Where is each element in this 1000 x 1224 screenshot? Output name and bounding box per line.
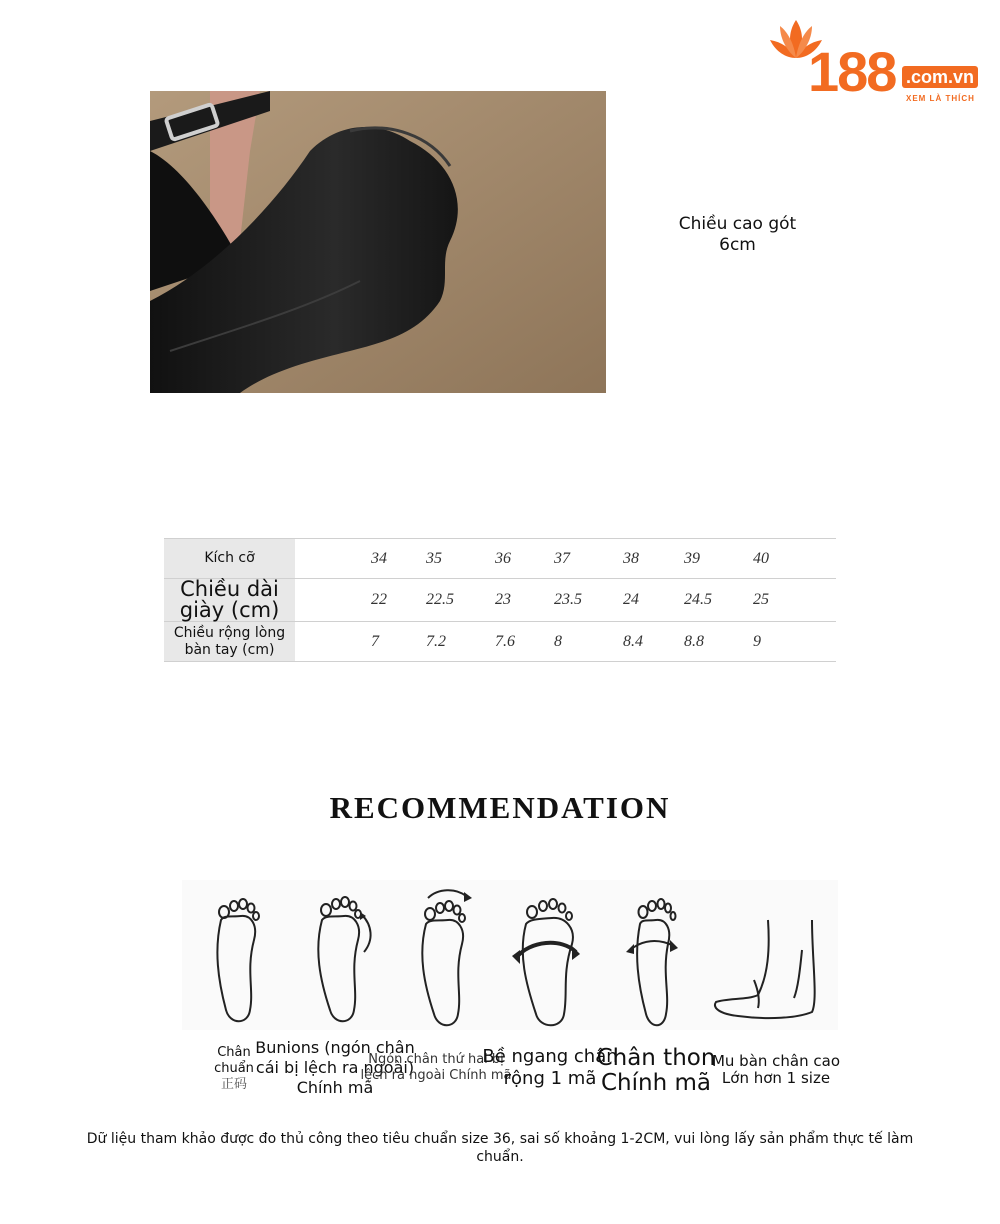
width-cell: 9: [753, 622, 836, 662]
wide-foot-icon: [510, 880, 590, 1030]
size-cell: 36: [495, 539, 554, 579]
length-cell: 23.5: [554, 579, 623, 622]
foot-label-second-toe: Ngón chân thứ hai bị lệch ra ngoài Chính mã: [360, 1052, 512, 1083]
product-photo: [150, 91, 606, 393]
foot-illustrations: [182, 880, 838, 1030]
foot-label-sub: 正码: [220, 1077, 247, 1092]
length-cell: 23: [495, 579, 554, 622]
width-cell: 7.2: [426, 622, 495, 662]
logo-domain: .com.vn: [902, 66, 978, 88]
logo-tagline: XEM LÀ THÍCH: [906, 94, 975, 103]
length-cell: 22: [371, 579, 426, 622]
length-row: [164, 579, 836, 622]
width-row: [164, 622, 836, 662]
brand-logo[interactable]: [766, 18, 992, 108]
standard-foot-icon: [196, 880, 276, 1030]
width-cell: 8: [554, 622, 623, 662]
size-cell: 35: [426, 539, 495, 579]
size-row: [164, 539, 836, 579]
length-row-header: Chiều dài giày (cm): [164, 579, 295, 622]
foot-label-high-instep: Mu bàn chân cao Lớn hơn 1 size: [711, 1052, 841, 1087]
length-cell: 24: [623, 579, 684, 622]
heel-height-value: 6cm: [719, 235, 756, 255]
recommendation-title: RECOMMENDATION: [329, 790, 671, 825]
length-cell: 25: [753, 579, 836, 622]
size-cell: 38: [623, 539, 684, 579]
heel-height-title: Chiều cao gót: [678, 214, 797, 234]
length-cell: 24.5: [684, 579, 753, 622]
size-cell: 37: [554, 539, 623, 579]
size-row-header: Kích cỡ: [164, 539, 295, 579]
width-row-header: Chiều rộng lòng bàn tay (cm): [164, 622, 295, 662]
foot-label-wide: Bề ngang chân rộng 1 mã: [482, 1046, 618, 1089]
logo-number: 188: [808, 40, 896, 103]
width-cell: 8.8: [684, 622, 753, 662]
heel-height-label: [660, 214, 815, 256]
foot-label-text: Chân chuẩn: [214, 1045, 254, 1076]
size-cell: 34: [371, 539, 426, 579]
width-cell: 7.6: [495, 622, 554, 662]
size-cell: 39: [684, 539, 753, 579]
size-cell: 40: [753, 539, 836, 579]
foot-label-slim: Chân thon Chính mã: [596, 1045, 716, 1096]
slim-foot-icon: [616, 880, 696, 1030]
second-toe-foot-icon: [406, 880, 486, 1030]
high-instep-foot-icon: [708, 880, 838, 1030]
footnote: Dữ liệu tham khảo được đo thủ công theo tiêu chuẩn size 36, sai số khoảng 1-2CM, vui lòng lấy sản phẩm thực tế làm chuẩn.: [86, 1131, 914, 1165]
width-cell: 8.4: [623, 622, 684, 662]
width-cell: 7: [371, 622, 426, 662]
size-table: [164, 538, 836, 662]
bunion-foot-icon: [302, 880, 382, 1030]
foot-label-bunion: Bunions (ngón chân cái bị lệch ra ngoài) Chính mã: [255, 1038, 415, 1097]
length-cell: 22.5: [426, 579, 495, 622]
